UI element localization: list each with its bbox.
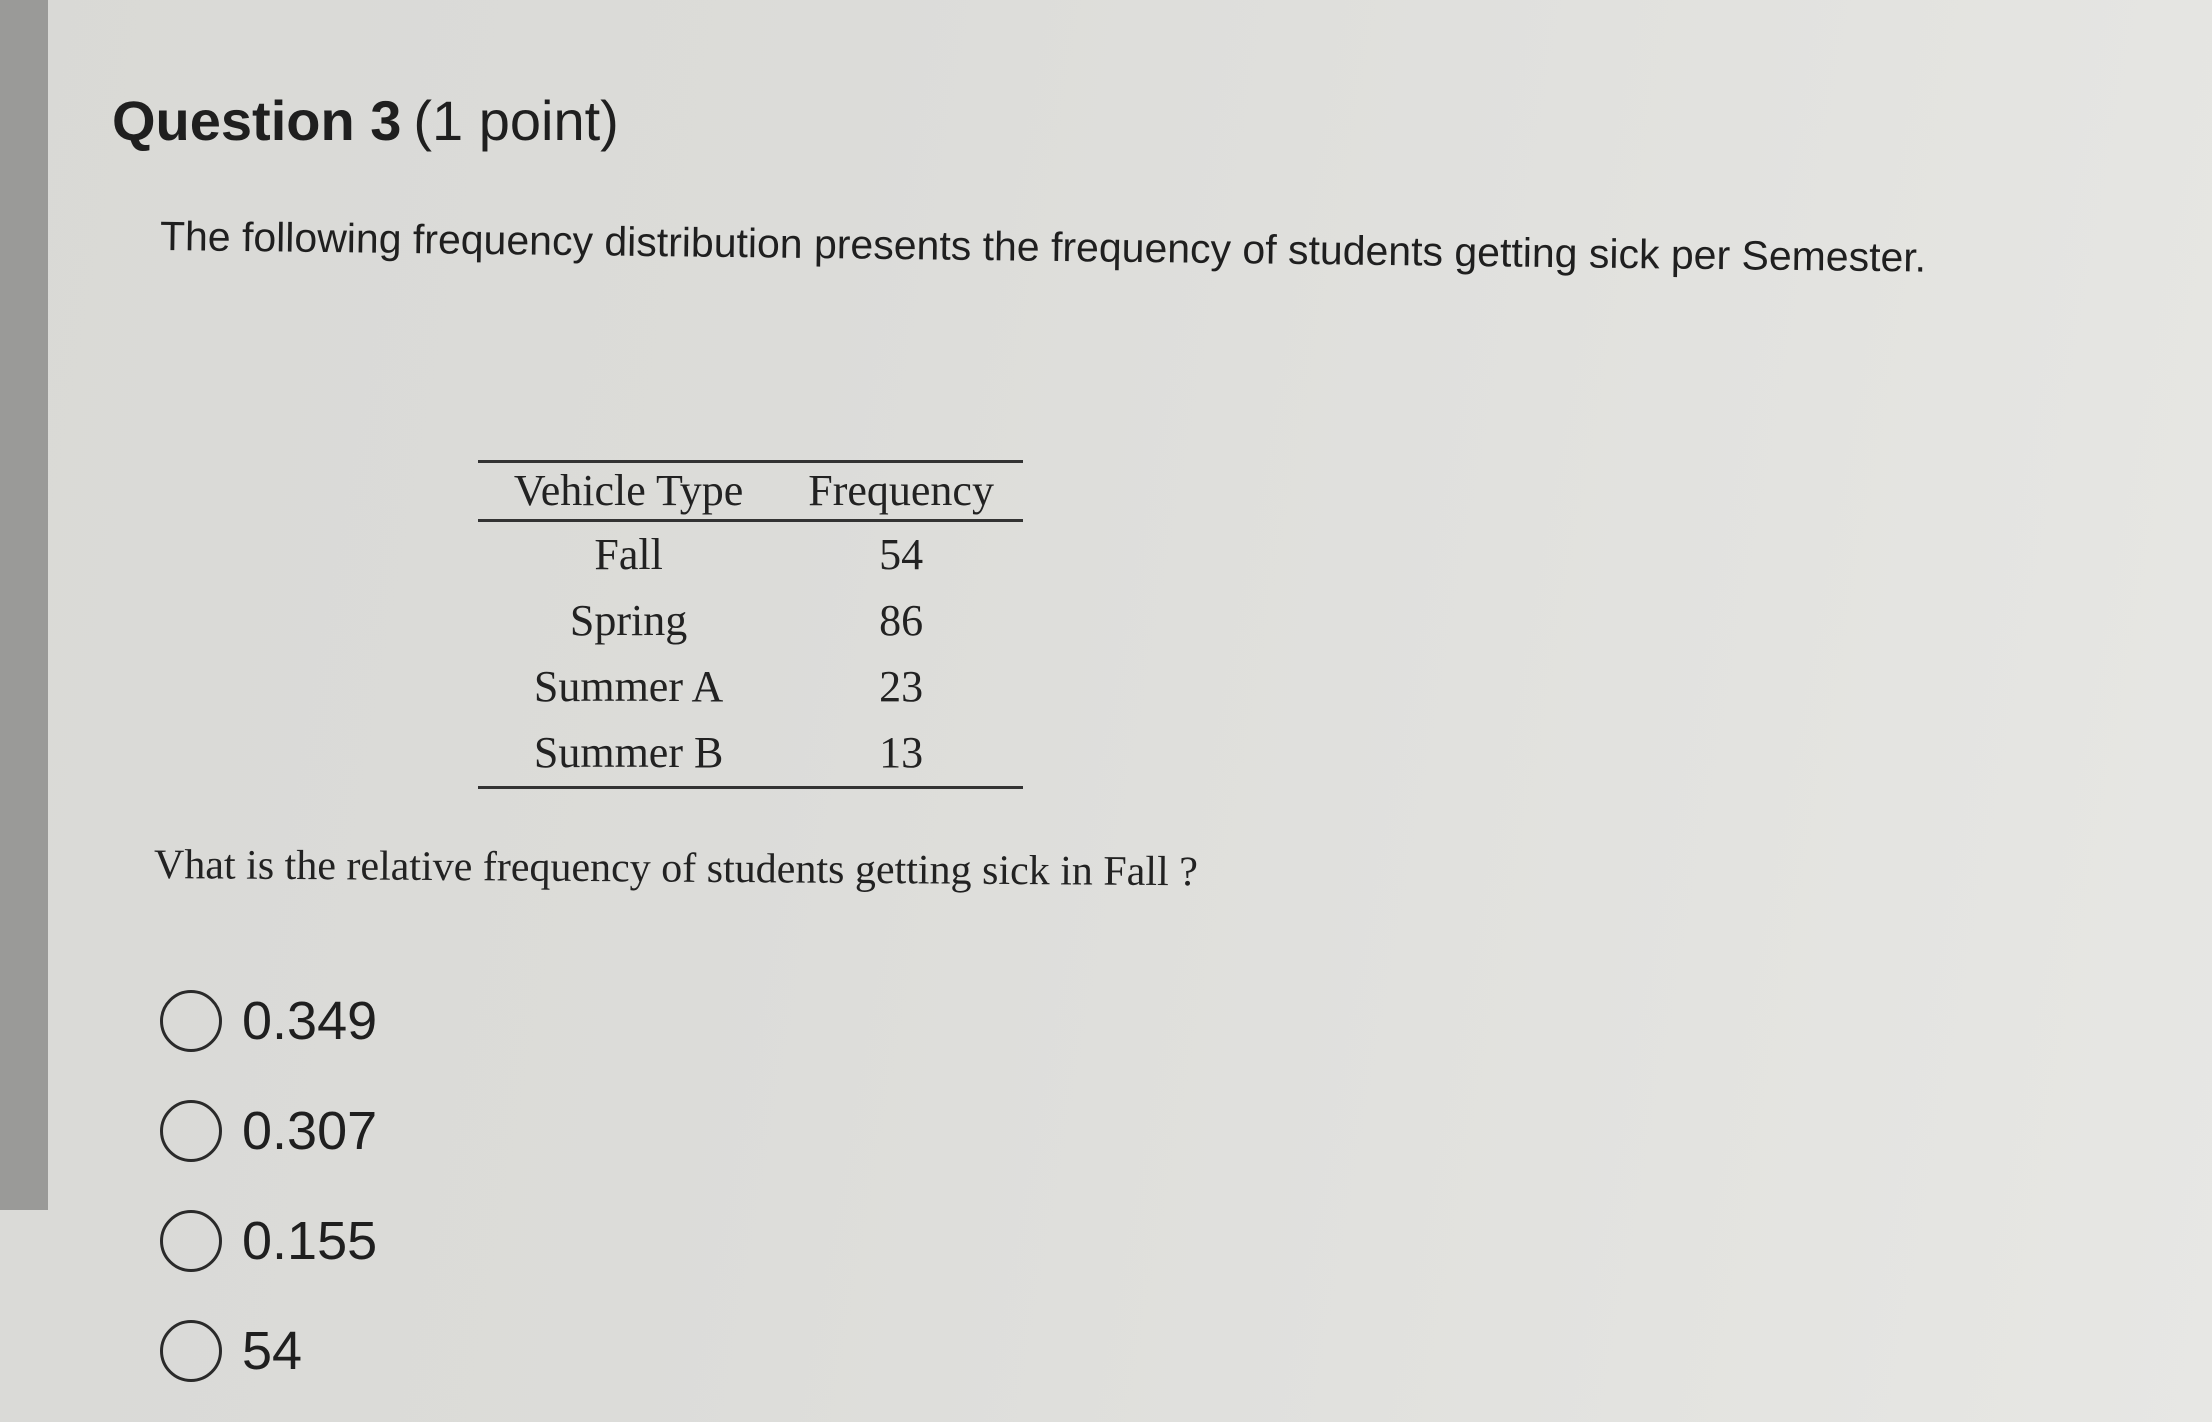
radio-button-icon[interactable] xyxy=(160,1320,222,1382)
table-row xyxy=(478,521,1023,589)
table-cell-frequency: 54 xyxy=(879,530,924,579)
table-cell-semester: Spring xyxy=(569,596,688,645)
frequency-table xyxy=(478,460,1023,789)
question-prompt: Vhat is the relative frequency of students getting sick in Fall ? xyxy=(153,842,1199,896)
table-row xyxy=(478,588,1023,654)
answer-option-1[interactable] xyxy=(160,966,377,1076)
answer-option-label[interactable]: 0.307 xyxy=(242,1101,378,1161)
column-header-type: Vehicle Type xyxy=(478,462,779,521)
answer-option-label[interactable]: 54 xyxy=(242,1321,303,1381)
radio-button-icon[interactable] xyxy=(160,990,222,1052)
radio-button-icon[interactable] xyxy=(160,1210,222,1272)
question-points: (1 point) xyxy=(413,89,619,152)
table-cell-semester: Summer A xyxy=(533,662,724,711)
answer-options xyxy=(160,966,377,1406)
table-header-row xyxy=(478,462,1023,521)
answer-option-3[interactable] xyxy=(160,1186,377,1296)
table-row xyxy=(478,654,1023,720)
question-title xyxy=(112,86,619,156)
question-number: Question 3 xyxy=(112,89,402,152)
answer-option-4[interactable] xyxy=(160,1296,377,1406)
left-accent-bar xyxy=(0,0,48,1210)
column-header-frequency: Frequency xyxy=(779,462,1023,521)
table-cell-semester: Fall xyxy=(594,530,663,579)
question-intro-text: The following frequency distribution presents the frequency of students getting sick per Semester. xyxy=(159,213,1927,281)
table-cell-semester: Summer B xyxy=(478,720,779,788)
answer-option-2[interactable] xyxy=(160,1076,377,1186)
answer-option-label[interactable]: 0.349 xyxy=(242,991,378,1051)
table-cell-frequency: 86 xyxy=(879,596,924,645)
radio-button-icon[interactable] xyxy=(160,1100,222,1162)
table-cell-frequency: 23 xyxy=(879,662,924,711)
table-cell-frequency: 13 xyxy=(779,720,1023,788)
table-row xyxy=(478,720,1023,788)
answer-option-label[interactable]: 0.155 xyxy=(242,1211,378,1271)
